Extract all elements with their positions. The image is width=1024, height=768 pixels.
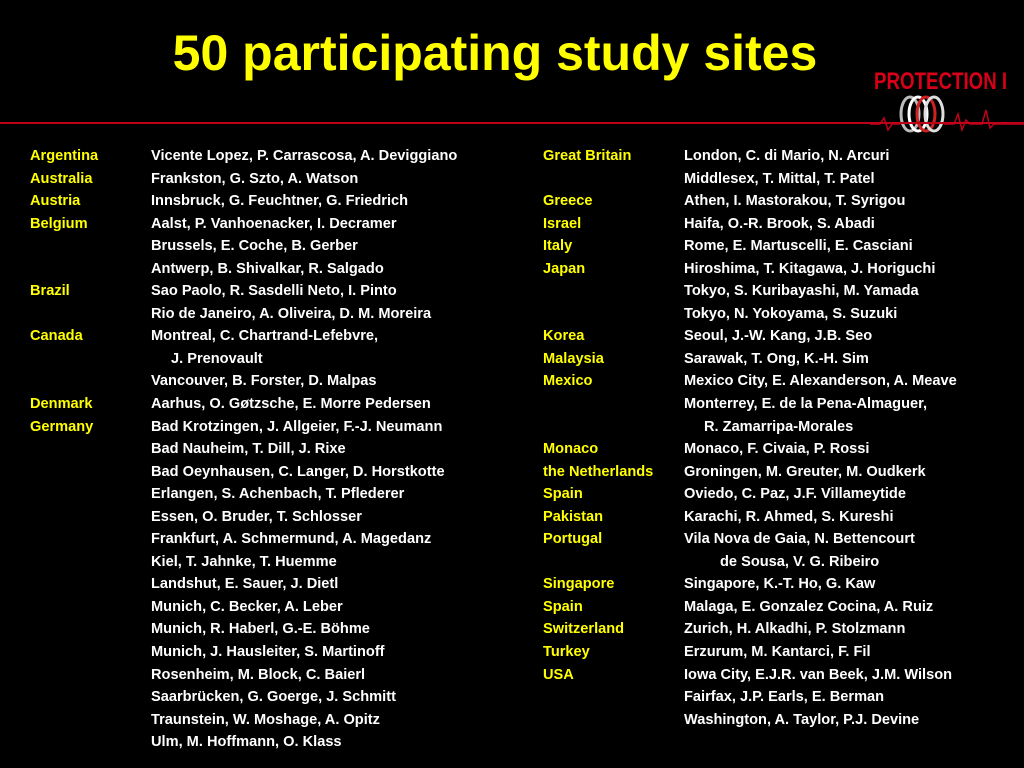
site-row (543, 393, 1023, 416)
site-row (30, 416, 530, 439)
site-entry: Rosenheim, M. Block, C. Baierl (151, 666, 366, 683)
site-entry: Singapore, K.-T. Ho, G. Kaw (684, 576, 876, 593)
site-entry: Hiroshima, T. Kitagawa, J. Horiguchi (684, 260, 936, 277)
site-entry: Bad Oeynhausen, C. Langer, D. Horstkotte (151, 463, 445, 480)
site-row (543, 370, 1023, 393)
site-entry: Iowa City, E.J.R. van Beek, J.M. Wilson (684, 666, 953, 683)
site-entry: Washington, A. Taylor, P.J. Devine (684, 711, 920, 728)
site-row (543, 641, 1023, 664)
slide-title: 50 participating study sites (172, 25, 818, 81)
country-label: Portugal (543, 531, 603, 548)
country-label: Malaysia (543, 350, 604, 367)
site-entry: Tokyo, N. Yokoyama, S. Suzuki (684, 305, 898, 322)
site-entry: Sarawak, T. Ong, K.-H. Sim (684, 350, 869, 367)
country-label: Singapore (543, 576, 615, 593)
site-entry: Antwerp, B. Shivalkar, R. Salgado (151, 260, 384, 277)
country-label: Brazil (30, 283, 70, 300)
site-row (543, 348, 1023, 371)
site-entry: de Sousa, V. G. Ribeiro (720, 553, 880, 570)
site-row (30, 348, 530, 371)
site-row (543, 528, 1023, 551)
site-row (30, 506, 530, 529)
country-label: Monaco (543, 441, 599, 458)
site-row (30, 145, 530, 168)
site-row (30, 258, 530, 281)
site-entry: Traunstein, W. Moshage, A. Opitz (151, 711, 380, 728)
site-entry: Oviedo, C. Paz, J.F. Villameytide (684, 486, 906, 503)
site-row (30, 528, 530, 551)
left-site-list (30, 145, 530, 754)
site-row (30, 551, 530, 574)
site-entry: Landshut, E. Sauer, J. Dietl (151, 576, 339, 593)
site-entry: Aarhus, O. Gøtzsche, E. Morre Pedersen (151, 396, 431, 413)
site-entry: Kiel, T. Jahnke, T. Huemme (151, 553, 337, 570)
site-row (543, 664, 1023, 687)
site-row (543, 573, 1023, 596)
site-entry: Monaco, F. Civaia, P. Rossi (684, 441, 870, 458)
country-label: USA (543, 666, 574, 683)
site-entry: Bad Nauheim, T. Dill, J. Rixe (151, 441, 346, 458)
site-row (30, 664, 530, 687)
site-entry: Vila Nova de Gaia, N. Bettencourt (684, 531, 915, 548)
heart-ecg-logo-icon (870, 92, 1024, 136)
site-entry: Rio de Janeiro, A. Oliveira, D. M. Moreira (151, 305, 432, 322)
country-label: Israel (543, 215, 582, 232)
site-row (543, 280, 1023, 303)
country-label: Belgium (30, 215, 88, 232)
site-row (543, 213, 1023, 236)
site-row (30, 709, 530, 732)
site-entry: Malaga, E. Gonzalez Cocina, A. Ruiz (684, 598, 934, 615)
site-row (543, 506, 1023, 529)
country-label: Australia (30, 170, 93, 187)
country-label: Austria (30, 193, 81, 210)
site-row (30, 370, 530, 393)
country-label: Switzerland (543, 621, 625, 638)
site-entry: Frankfurt, A. Schmermund, A. Magedanz (151, 531, 432, 548)
site-row (30, 303, 530, 326)
site-row (30, 596, 530, 619)
site-entry: Tokyo, S. Kuribayashi, M. Yamada (684, 283, 919, 300)
country-label: Greece (543, 193, 593, 210)
site-row (543, 190, 1023, 213)
site-entry: Mexico City, E. Alexanderson, A. Meave (684, 373, 957, 390)
site-row (543, 168, 1023, 191)
site-row (30, 461, 530, 484)
right-site-list (543, 145, 1023, 731)
site-row (543, 596, 1023, 619)
site-row (30, 325, 530, 348)
site-entry: London, C. di Mario, N. Arcuri (684, 148, 890, 164)
site-row (30, 438, 530, 461)
header-divider-line (0, 122, 1024, 124)
site-entry: Aalst, P. Vanhoenacker, I. Decramer (151, 215, 397, 232)
site-row (30, 618, 530, 641)
site-entry: Middlesex, T. Mittal, T. Patel (684, 170, 875, 187)
site-entry: Seoul, J.-W. Kang, J.B. Seo (684, 328, 873, 345)
site-row (30, 731, 530, 754)
country-label: Canada (30, 328, 83, 345)
site-entry: Munich, J. Hausleiter, S. Martinoff (151, 644, 385, 661)
site-entry: Essen, O. Bruder, T. Schlosser (151, 508, 362, 525)
country-label: Great Britain (543, 148, 632, 164)
country-label: Mexico (543, 373, 593, 390)
country-label: Japan (543, 260, 586, 277)
site-row (543, 686, 1023, 709)
site-entry: Athen, I. Mastorakou, T. Syrigou (684, 193, 906, 210)
site-entry: Ulm, M. Hoffmann, O. Klass (151, 734, 342, 751)
site-entry: Erzurum, M. Kantarci, F. Fil (684, 644, 871, 661)
site-row (543, 461, 1023, 484)
site-row (543, 145, 1023, 168)
country-label: Argentina (30, 148, 99, 164)
site-row (543, 303, 1023, 326)
country-label: Pakistan (543, 508, 604, 525)
site-entry: Groningen, M. Greuter, M. Oudkerk (684, 463, 926, 480)
site-entry: Saarbrücken, G. Goerge, J. Schmitt (151, 689, 396, 706)
site-row (543, 325, 1023, 348)
site-entry: Vicente Lopez, P. Carrascosa, A. Deviggiano (151, 148, 458, 164)
site-row (30, 483, 530, 506)
site-row (543, 235, 1023, 258)
protection-logo-text: PROTECTION I (874, 68, 1008, 95)
site-row (30, 393, 530, 416)
site-entry: Erlangen, S. Achenbach, T. Pflederer (151, 486, 405, 503)
site-row (543, 551, 1023, 574)
country-label: Korea (543, 328, 585, 345)
site-entry: R. Zamarripa-Morales (704, 418, 854, 435)
site-row (543, 258, 1023, 281)
country-label: Italy (543, 238, 573, 255)
site-entry: Zurich, H. Alkadhi, P. Stolzmann (684, 621, 906, 638)
site-entry: Sao Paolo, R. Sasdelli Neto, I. Pinto (151, 283, 397, 300)
site-entry: Vancouver, B. Forster, D. Malpas (151, 373, 377, 390)
country-label: Denmark (30, 396, 93, 413)
site-entry: Bad Krotzingen, J. Allgeier, F.-J. Neumann (151, 418, 443, 435)
site-row (30, 280, 530, 303)
site-entry: Monterrey, E. de la Pena-Almaguer, (684, 396, 928, 413)
site-row (30, 235, 530, 258)
site-entry: J. Prenovault (171, 350, 263, 367)
site-entry: Innsbruck, G. Feuchtner, G. Friedrich (151, 193, 409, 210)
site-row (543, 618, 1023, 641)
site-entry: Frankston, G. Szto, A. Watson (151, 170, 359, 187)
country-label: Germany (30, 418, 94, 435)
site-row (30, 686, 530, 709)
site-entry: Munich, R. Haberl, G.-E. Böhme (151, 621, 370, 638)
country-label: Spain (543, 598, 583, 615)
site-row (30, 190, 530, 213)
site-row (30, 168, 530, 191)
site-row (30, 573, 530, 596)
site-row (543, 709, 1023, 732)
site-row (30, 641, 530, 664)
country-label: Turkey (543, 644, 590, 661)
country-label: the Netherlands (543, 463, 654, 480)
site-entry: Montreal, C. Chartrand-Lefebvre, (151, 328, 379, 345)
country-label: Spain (543, 486, 583, 503)
site-row (543, 483, 1023, 506)
site-entry: Fairfax, J.P. Earls, E. Berman (684, 689, 885, 706)
site-row (543, 416, 1023, 439)
site-entry: Haifa, O.-R. Brook, S. Abadi (684, 215, 875, 232)
site-entry: Brussels, E. Coche, B. Gerber (151, 238, 358, 255)
site-entry: Rome, E. Martuscelli, E. Casciani (684, 238, 913, 255)
site-entry: Munich, C. Becker, A. Leber (151, 598, 343, 615)
site-row (30, 213, 530, 236)
site-entry: Karachi, R. Ahmed, S. Kureshi (684, 508, 894, 525)
site-row (543, 438, 1023, 461)
